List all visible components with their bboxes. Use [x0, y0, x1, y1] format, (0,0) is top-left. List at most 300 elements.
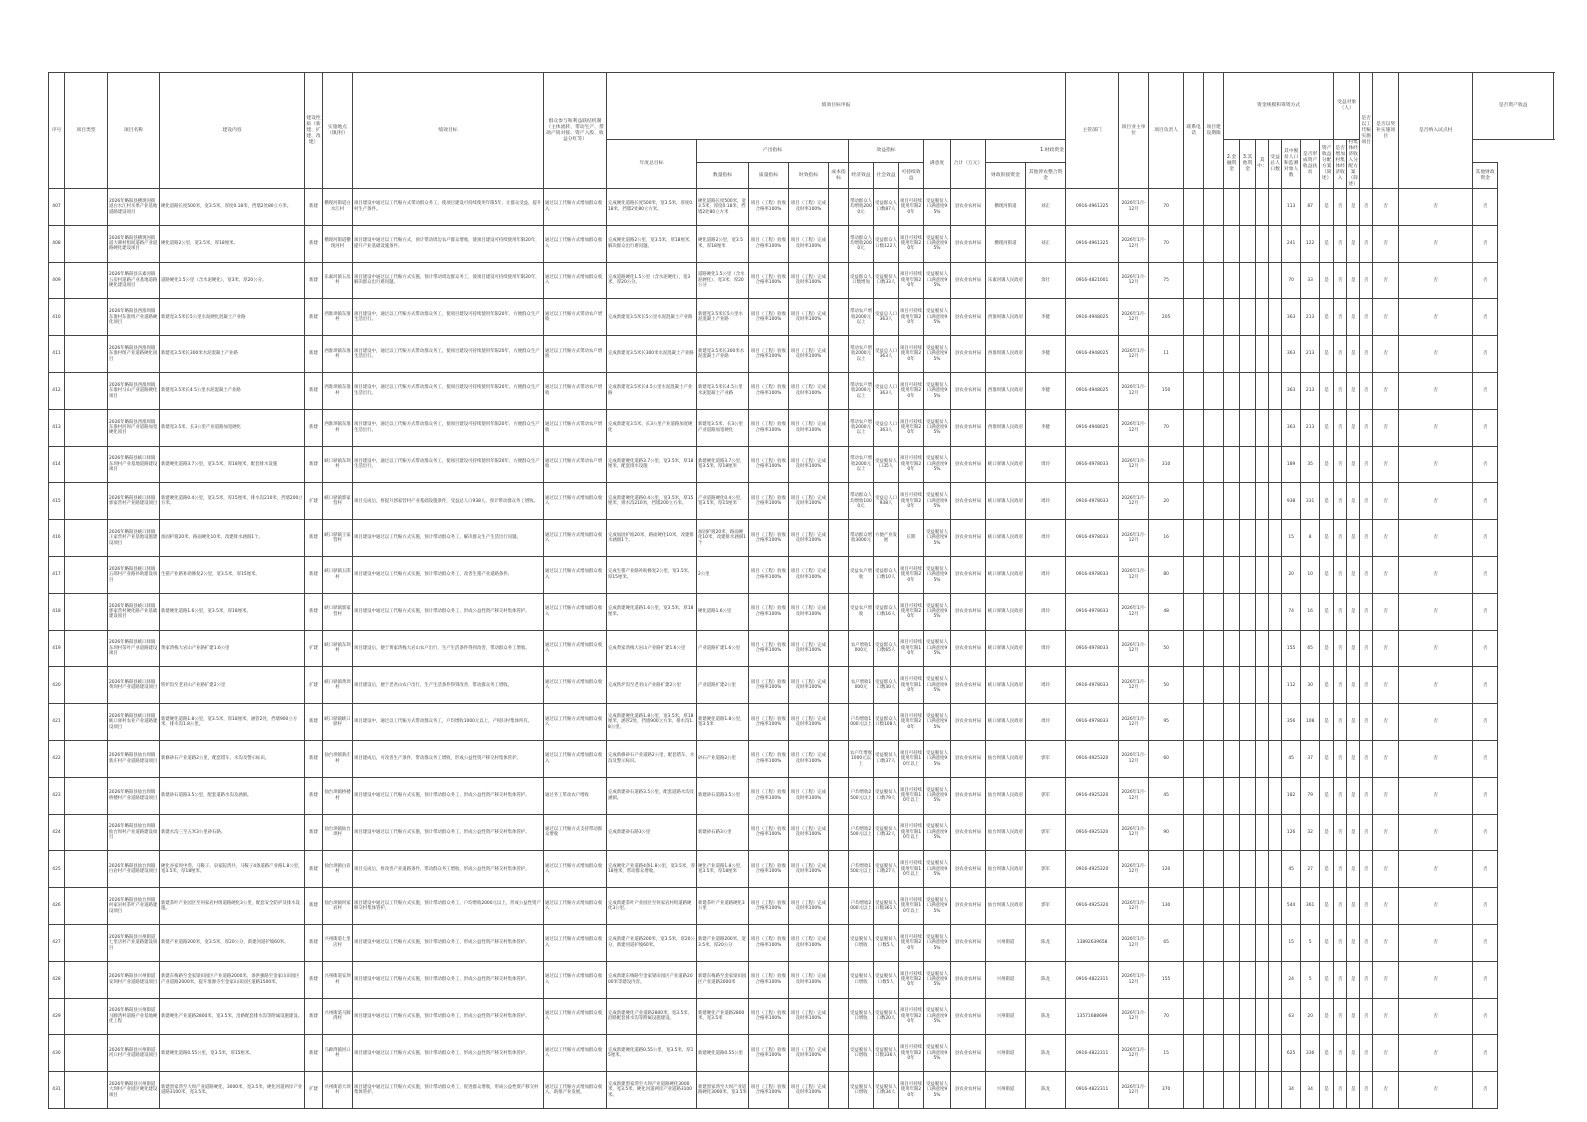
- cell-dept: 县农业农村局: [951, 1035, 986, 1072]
- cell-unit: 仙台坝镇人民政府: [986, 814, 1026, 851]
- cell-social: 受益总人口938人: [874, 483, 899, 520]
- cell-unit: 兴州街道: [986, 924, 1026, 961]
- cell-f: 否: [1399, 704, 1473, 741]
- cell-satis: 受益脱贫人口满意度95%: [924, 1035, 951, 1072]
- cell-period: 2026年1月-12月: [1119, 336, 1149, 373]
- cell-g: 否: [1473, 593, 1498, 630]
- cell-qty: 新建宽3.5米长5公里水泥混凝土产业路: [697, 299, 749, 336]
- cell-financial: [1184, 520, 1204, 557]
- cell-financial: [1184, 998, 1204, 1035]
- cell-nature: 新建: [305, 372, 323, 409]
- cell-others: [1256, 740, 1269, 777]
- cell-d: 否: [1360, 704, 1373, 741]
- cell-c: 是: [1347, 667, 1360, 704]
- cell-pop: 113: [1282, 189, 1301, 226]
- cell-nature: 扩建: [305, 483, 323, 520]
- cell-poor: 213: [1301, 299, 1320, 336]
- cell-mech: 通过以工代赈方式带动农户增收: [544, 299, 607, 336]
- cell-d: 否: [1360, 851, 1373, 888]
- cell-e: 否: [1373, 851, 1399, 888]
- cell-b: 否: [1334, 777, 1347, 814]
- cell-annual: 完成新建硬化道路1.8公里，宽3.5米，厚18厘米，涵管2处，挡墙900立方米，排水沟1.8公里。: [607, 704, 697, 741]
- cell-type: [65, 740, 108, 777]
- cell-bank: [1240, 667, 1256, 704]
- cell-e: 否: [1373, 667, 1399, 704]
- cell-econ: 受益农户增收: [849, 556, 874, 593]
- cell-cost: [829, 667, 849, 704]
- cell-pop: 356: [1282, 704, 1301, 741]
- cell-site: 峡口驿镇郭家营村: [323, 593, 353, 630]
- cell-d: 否: [1360, 225, 1373, 262]
- cell-total: 90: [1149, 814, 1184, 851]
- cell-quality: 项目（工程）验收合格率100%: [749, 446, 789, 483]
- cell-pop: 544: [1282, 888, 1301, 925]
- cell-quality: 项目（工程）验收合格率100%: [749, 483, 789, 520]
- cell-social: 受益群众人口数122人: [874, 225, 899, 262]
- cell-nature: 新建: [305, 336, 323, 373]
- cell-econ: 受益脱贫人口增收: [849, 998, 874, 1035]
- cell-satis: 受益脱贫人口满意度95%: [924, 336, 951, 373]
- cell-g: 否: [1473, 336, 1498, 373]
- cell-social: 受益群众人口数108人: [874, 704, 899, 741]
- cell-bank: [1240, 704, 1256, 741]
- cell-poor: 10: [1301, 556, 1320, 593]
- cell-sustain: 项目可持续使用年限20年: [899, 961, 924, 998]
- cell-time: 项目（工程）完成及时率100%: [789, 630, 829, 667]
- cell-econ: 受益脱贫人口增收: [849, 1035, 874, 1072]
- cell-site: 仙台坝镇仙台坝村: [323, 814, 353, 851]
- cell-qty: 新建砂石道路3.5公里: [697, 777, 749, 814]
- cell-financial: [1184, 446, 1204, 483]
- cell-financial: [1184, 593, 1204, 630]
- cell-f: 否: [1399, 740, 1473, 777]
- cell-quality: 项目（工程）验收合格率100%: [749, 225, 789, 262]
- cell-name: 2026年略阳县乐素河镇五房村道路产业基地道路硬化建设项目: [108, 262, 160, 299]
- cell-no: 407: [49, 189, 65, 226]
- cell-e: 否: [1373, 372, 1399, 409]
- cell-a: 是: [1320, 409, 1334, 446]
- cell-e: 否: [1373, 704, 1399, 741]
- cell-nature: 新建: [305, 924, 323, 961]
- cell-site: 峡口驿镇五郎村: [323, 556, 353, 593]
- cell-f: 否: [1399, 630, 1473, 667]
- cell-c: 是: [1347, 924, 1360, 961]
- cell-name: 2026年略阳县峡口驿镇峡口驿村农业产业道路建设项目: [108, 704, 160, 741]
- cell-among: [1269, 630, 1282, 667]
- cell-poor: 108: [1301, 704, 1320, 741]
- cell-econ: 户均增收2000元以上: [849, 888, 874, 925]
- cell-no: 413: [49, 409, 65, 446]
- cell-sustain: 项目可持续使用年限20年: [899, 299, 924, 336]
- cell-g: 否: [1473, 777, 1498, 814]
- cell-cost: [829, 814, 849, 851]
- cell-g: 否: [1473, 1035, 1498, 1072]
- cell-annual: 完成硬化产业道路4条1.8公里，宽3.5米，厚18厘米，带动群众增收。: [607, 851, 697, 888]
- cell-satis: 受益脱贫人口满意度95%: [924, 888, 951, 925]
- cell-others: [1256, 372, 1269, 409]
- cell-dept: 县农业农村局: [951, 704, 986, 741]
- cell-quality: 项目（工程）验收合格率100%: [749, 630, 789, 667]
- cell-name: 2026年略阳县兴州街道大坝村产业园区硬化建设项目: [108, 1072, 160, 1109]
- cell-dept: 县农业农村局: [951, 777, 986, 814]
- cell-nature: 扩建: [305, 630, 323, 667]
- cell-g: 否: [1473, 446, 1498, 483]
- cell-qty: 新建硬化道路0.55公里: [697, 1035, 749, 1072]
- cell-a: 是: [1320, 1072, 1334, 1109]
- cell-sustain: 项目可持续使用年限10年以上: [899, 777, 924, 814]
- cell-financial: [1184, 740, 1204, 777]
- cell-otherfinancial: [1224, 299, 1240, 336]
- cell-unit: 横现河街道: [986, 189, 1026, 226]
- cell-among: [1269, 667, 1282, 704]
- cell-quality: 项目（工程）验收合格率100%: [749, 409, 789, 446]
- cell-time: 项目（工程）完成及时率100%: [789, 556, 829, 593]
- cell-financial: [1184, 888, 1204, 925]
- cell-f: 否: [1399, 372, 1473, 409]
- cell-otherfinancial: [1224, 851, 1240, 888]
- cell-c: 是: [1347, 520, 1360, 557]
- cell-name: 2026年略阳县峡口驿镇郭家营村硬化路产业基础建设项目: [108, 593, 160, 630]
- cell-dept: 县农业农村局: [951, 851, 986, 888]
- cell-among: [1269, 446, 1282, 483]
- cell-qty: 道路硬化1.5公里（含水泥硬化），宽3米，厚20公分: [697, 262, 749, 299]
- cell-site: 兴州街道大坝村: [323, 1072, 353, 1109]
- cell-satis: 受益脱贫人口满意度95%: [924, 630, 951, 667]
- cell-time: 项目（工程）完成及时率100%: [789, 446, 829, 483]
- cell-financial: [1184, 961, 1204, 998]
- cell-quality: 项目（工程）验收合格率100%: [749, 1035, 789, 1072]
- cell-qty: 新建硬化道路1.8公里，宽3.5米: [697, 704, 749, 741]
- cell-qty: 新建茶叶产业道路硬化3公里: [697, 888, 749, 925]
- cell-social: 受益脱贫人口数33人: [874, 262, 899, 299]
- cell-site: 兴州街道马蹄湾村: [323, 998, 353, 1035]
- cell-financial: [1184, 225, 1204, 262]
- cell-site: 兴州街道安坝村: [323, 961, 353, 998]
- cell-qty: 新建宽3.5米长300米水泥混凝土产业路: [697, 336, 749, 373]
- cell-annual: 完成新建宽3.5米，长3公里产业道路加宽硬化: [607, 409, 697, 446]
- cell-g: 否: [1473, 924, 1498, 961]
- cell-quality: 项目（工程）验收合格率100%: [749, 851, 789, 888]
- project-table: [48, 72, 1554, 1109]
- cell-financial: [1184, 704, 1204, 741]
- cell-pop: 363: [1282, 409, 1301, 446]
- cell-dept: 县农业农村局: [951, 189, 986, 226]
- cell-qty: 2公里: [697, 556, 749, 593]
- cell-type: [65, 998, 108, 1035]
- cell-pop: 189: [1282, 446, 1301, 483]
- cell-econ: 受益脱贫人口增收: [849, 924, 874, 961]
- cell-social: 受益群众人口数16人: [874, 593, 899, 630]
- cell-c: 是: [1347, 1035, 1360, 1072]
- cell-mech: 通过以工代赈方式带动农户增收: [544, 372, 607, 409]
- project-sheet: [48, 72, 1534, 1109]
- cell-quality: 项目（工程）验收合格率100%: [749, 704, 789, 741]
- cell-cost: [829, 372, 849, 409]
- cell-g: 否: [1473, 409, 1498, 446]
- cell-poor: 34: [1301, 1072, 1320, 1109]
- cell-b: 否: [1334, 667, 1347, 704]
- cell-among: [1269, 888, 1282, 925]
- table-row: [49, 262, 1554, 299]
- cell-phone: 0916-4978033: [1066, 556, 1119, 593]
- cell-poor: 5: [1301, 924, 1320, 961]
- cell-sustain: 项目可持续使用年限20年: [899, 1035, 924, 1072]
- cell-otherfiscal: [1204, 740, 1224, 777]
- cell-time: 项目（工程）完成及时率100%: [789, 336, 829, 373]
- cell-a: 是: [1320, 924, 1334, 961]
- cell-g: 否: [1473, 262, 1498, 299]
- cell-content: 新建茶叶产业园区至何家岩村组道路硬化3公里，配套安全防护及排水设施。: [160, 888, 305, 925]
- cell-poor: 30: [1301, 667, 1320, 704]
- cell-econ: 带动群众增收3000元: [849, 520, 874, 557]
- cell-period: 2026年1月-12月: [1119, 372, 1149, 409]
- cell-phone: 0916-4822311: [1066, 961, 1119, 998]
- cell-total: 70: [1149, 998, 1184, 1035]
- cell-sustain: 项目可持续使用年限20年: [899, 998, 924, 1035]
- cell-dept: 县农业农村局: [951, 998, 986, 1035]
- cell-econ: 农户年增收1000元以上: [849, 740, 874, 777]
- cell-others: [1256, 777, 1269, 814]
- cell-qty: 砂石产业道路2公里: [697, 740, 749, 777]
- cell-nature: 新建: [305, 299, 323, 336]
- cell-person: 周玲: [1026, 593, 1066, 630]
- cell-c: 是: [1347, 409, 1360, 446]
- cell-pop: 45: [1282, 740, 1301, 777]
- cell-content: 黄家湾栈大岩山产业路扩建1.6公里: [160, 630, 305, 667]
- cell-type: [65, 1072, 108, 1109]
- table-row: [49, 446, 1554, 483]
- cell-quality: 项目（工程）验收合格率100%: [749, 593, 789, 630]
- cell-g: 否: [1473, 225, 1498, 262]
- cell-d: 否: [1360, 483, 1373, 520]
- cell-type: [65, 299, 108, 336]
- cell-period: 2026年1月-12月: [1119, 814, 1149, 851]
- cell-person: 郭军: [1026, 851, 1066, 888]
- cell-bank: [1240, 961, 1256, 998]
- cell-person: 郭军: [1026, 888, 1066, 925]
- cell-c: 是: [1347, 372, 1360, 409]
- cell-goal: 项目建设中通过以工代赈方式实施，预计带动群众务工，户均增收2000元以上，形成公益性资产移交村集体管护。: [353, 888, 544, 925]
- cell-content: 新建硬化道路0.55公里，宽3.5米，厚15厘米。: [160, 1035, 305, 1072]
- cell-c: 是: [1347, 446, 1360, 483]
- cell-period: 2026年1月-12月: [1119, 556, 1149, 593]
- cell-goal: 项目建设中通过以工代赈方式实施，预计带动群众务工，促进群众增收，形成公益性资产移交村集体管护。: [353, 1072, 544, 1109]
- cell-poor: 27: [1301, 851, 1320, 888]
- cell-d: 否: [1360, 888, 1373, 925]
- cell-otherfiscal: [1204, 667, 1224, 704]
- cell-quality: 项目（工程）验收合格率100%: [749, 520, 789, 557]
- cell-sustain: 项目可持续使用年限20年: [899, 262, 924, 299]
- cell-period: 2026年1月-12月: [1119, 740, 1149, 777]
- cell-unit: 峡口驿镇人民政府: [986, 593, 1026, 630]
- col-collective-plan: 村集体经济收入分配方案（简述）: [1348, 140, 1358, 187]
- cell-qty: 产业道路硬化0.4公里，宽3.5米，厚15厘米: [697, 483, 749, 520]
- cell-financial: [1184, 299, 1204, 336]
- cell-poor: 8: [1301, 520, 1320, 557]
- cell-annual: 完成新建茶叶产业园区至何家岩村组道路硬化3公里。: [607, 888, 697, 925]
- cell-pop: 363: [1282, 299, 1301, 336]
- cell-content: 新建宽3.5米长300米水泥混凝土产业路: [160, 336, 305, 373]
- cell-bank: [1240, 814, 1256, 851]
- cell-f: 否: [1399, 189, 1473, 226]
- cell-satis: 受益脱贫人口满意度95%: [924, 593, 951, 630]
- cell-annual: 完成黄家湾栈大岩山产业路扩建1.6公里: [607, 630, 697, 667]
- cell-person: 郭军: [1026, 814, 1066, 851]
- cell-unit: 兴州街道: [986, 961, 1026, 998]
- cell-satis: 受益脱贫人口满意度95%: [924, 998, 951, 1035]
- cell-f: 否: [1399, 998, 1473, 1035]
- cell-others: [1256, 1035, 1269, 1072]
- table-row: [49, 1072, 1554, 1109]
- cell-name: 2026年略阳县西淮坝镇东淮村河坝产业道路加宽硬化项目: [108, 409, 160, 446]
- cell-c: 是: [1347, 704, 1360, 741]
- cell-type: [65, 446, 108, 483]
- cell-phone: 0916-4961325: [1066, 189, 1119, 226]
- cell-b: 否: [1334, 593, 1347, 630]
- cell-others: [1256, 630, 1269, 667]
- cell-otherfinancial: [1224, 777, 1240, 814]
- cell-financial: [1184, 777, 1204, 814]
- cell-content: 新建砂石道路3.5公里，配套道路水沟及涵洞。: [160, 777, 305, 814]
- cell-a: 是: [1320, 851, 1334, 888]
- cell-among: [1269, 189, 1282, 226]
- cell-no: 431: [49, 1072, 65, 1109]
- cell-satis: 受益脱贫人口满意度95%: [924, 961, 951, 998]
- cell-a: 是: [1320, 372, 1334, 409]
- cell-among: [1269, 520, 1282, 557]
- cell-site: 乐素河镇五房村: [323, 262, 353, 299]
- cell-b: 否: [1334, 630, 1347, 667]
- cell-nature: 新建: [305, 593, 323, 630]
- cell-phone: 0916-4978033: [1066, 520, 1119, 557]
- cell-unit: 西淮坝镇人民政府: [986, 299, 1026, 336]
- cell-qty: 新建产业道路200米，宽3.5米，厚20公分: [697, 924, 749, 961]
- cell-among: [1269, 1072, 1282, 1109]
- cell-content: 新建宽3.5米，长3公里产业道路加宽硬化: [160, 409, 305, 446]
- cell-econ: 户均增收2500元以上: [849, 777, 874, 814]
- cell-period: 2026年1月-12月: [1119, 1072, 1149, 1109]
- cell-b: 否: [1334, 1072, 1347, 1109]
- cell-quality: 项目（工程）验收合格率100%: [749, 924, 789, 961]
- cell-content: 新建东梅路至金家梁田园区产业道路2000米，条洪强路至金家山田园区产业道路2000米，提升淮源寺至金家山田园区道路1500米。: [160, 961, 305, 998]
- cell-total: 65: [1149, 924, 1184, 961]
- cell-b: 否: [1334, 924, 1347, 961]
- cell-satis: 受益脱贫人口满意度95%: [924, 372, 951, 409]
- cell-total: 120: [1149, 851, 1184, 888]
- cell-type: [65, 189, 108, 226]
- cell-cost: [829, 189, 849, 226]
- cell-unit: 峡口驿镇人民政府: [986, 446, 1026, 483]
- cell-period: 2026年1月-12月: [1119, 851, 1149, 888]
- cell-period: 2026年1月-12月: [1119, 520, 1149, 557]
- cell-others: [1256, 998, 1269, 1035]
- cell-person: 周玲: [1026, 520, 1066, 557]
- cell-name: 2026年略阳县峡口驿镇郭家营村产业路建设项目: [108, 483, 160, 520]
- table-row: [49, 740, 1554, 777]
- cell-quality: 项目（工程）验收合格率100%: [749, 777, 789, 814]
- table-row: [49, 372, 1554, 409]
- cell-bank: [1240, 446, 1256, 483]
- cell-unit: 仙台坝镇人民政府: [986, 777, 1026, 814]
- cell-type: [65, 924, 108, 961]
- cell-social: 受益总人口363人: [874, 409, 899, 446]
- cell-otherfinancial: [1224, 409, 1240, 446]
- cell-period: 2026年1月-12月: [1119, 704, 1149, 741]
- cell-mech: 通过以工代赈方式增加群众收入: [544, 630, 607, 667]
- cell-among: [1269, 814, 1282, 851]
- cell-site: 西淮坝镇东淮村: [323, 299, 353, 336]
- col-asset-income: 是否形成资产收益扶贫: [1301, 140, 1320, 189]
- cell-f: 否: [1399, 299, 1473, 336]
- cell-time: 项目（工程）完成及时率100%: [789, 814, 829, 851]
- cell-bank: [1240, 225, 1256, 262]
- cell-social: 受益群众人口数87人: [874, 189, 899, 226]
- cell-content: 硬化谷家坝中湾、马鞍子、泉家院湾共，马鞍子4条道路产业路1.8公里，宽3.5米，厚18厘米。: [160, 851, 305, 888]
- cell-c: 是: [1347, 1072, 1360, 1109]
- cell-phone: 0916-4948025: [1066, 299, 1119, 336]
- cell-mech: 通过以工代赈方式增加群众收入: [544, 1035, 607, 1072]
- cell-annual: 完成新建宽3.5米长300米水泥混凝土产业路: [607, 336, 697, 373]
- cell-phone: 0916-4978033: [1066, 704, 1119, 741]
- cell-cost: [829, 556, 849, 593]
- cell-dept: 县农业农村局: [951, 888, 986, 925]
- col-econ: 经济效益: [849, 163, 874, 189]
- cell-b: 否: [1334, 372, 1347, 409]
- cell-quality: 项目（工程）验收合格率100%: [749, 888, 789, 925]
- cell-dept: 县农业农村局: [951, 740, 986, 777]
- cell-a: 是: [1320, 483, 1334, 520]
- cell-content: 硬化道路2公里，宽3.5米，厚18厘米。: [160, 225, 305, 262]
- cell-bank: [1240, 189, 1256, 226]
- cell-person: 李健: [1026, 372, 1066, 409]
- cell-mech: 通过以工代赈方式带动农户增收: [544, 409, 607, 446]
- cell-b: 否: [1334, 262, 1347, 299]
- cell-satis: 受益脱贫人口满意度95%: [924, 483, 951, 520]
- cell-b: 否: [1334, 851, 1347, 888]
- cell-otherfinancial: [1224, 1072, 1240, 1109]
- cell-satis: 受益脱贫人口满意度95%: [924, 189, 951, 226]
- cell-bank: [1240, 593, 1256, 630]
- cell-quality: 项目（工程）验收合格率100%: [749, 740, 789, 777]
- cell-name: 2026年略阳县横现河街道白水江村水果产业基地道路建设项目: [108, 189, 160, 226]
- cell-total: 80: [1149, 556, 1184, 593]
- cell-poor: 331: [1301, 483, 1320, 520]
- cell-cost: [829, 777, 849, 814]
- cell-f: 否: [1399, 667, 1473, 704]
- cell-pop: 20: [1282, 556, 1301, 593]
- cell-total: 48: [1149, 593, 1184, 630]
- cell-qty: 产业道路扩建2公里: [697, 667, 749, 704]
- cell-name: 2026年略阳县峡口驿镇黄坝村产业道路建设项目: [108, 667, 160, 704]
- cell-no: 428: [49, 961, 65, 998]
- cell-goal: 项目建设中，通过以工代赈方式带动群众务工，使项目建设可持续使用年限20年，方便群众生产生活出行。: [353, 336, 544, 373]
- cell-econ: 带动农户增收2000元以上: [849, 336, 874, 373]
- cell-cost: [829, 520, 849, 557]
- cell-poor: 37: [1301, 740, 1320, 777]
- cell-nature: 扩建: [305, 1072, 323, 1109]
- cell-poor: 35: [1301, 446, 1320, 483]
- cell-mech: 通过以工代赈方式增加群众收入: [544, 888, 607, 925]
- cell-pop: 126: [1282, 814, 1301, 851]
- cell-social: 受益脱贫人口数336人: [874, 1035, 899, 1072]
- cell-total: 70: [1149, 189, 1184, 226]
- cell-annual: 完成新建硬化产业道路2800米，宽3.5米，沿路配套排水沟等附属设施建设。: [607, 998, 697, 1035]
- cell-a: 是: [1320, 446, 1334, 483]
- cell-no: 427: [49, 924, 65, 961]
- cell-person: 郭军: [1026, 740, 1066, 777]
- cell-name: 2026年略阳县仙台坝镇何家岩村茶叶产业道路建设项目: [108, 888, 160, 925]
- cell-site: 峡口驿镇郭家营村: [323, 483, 353, 520]
